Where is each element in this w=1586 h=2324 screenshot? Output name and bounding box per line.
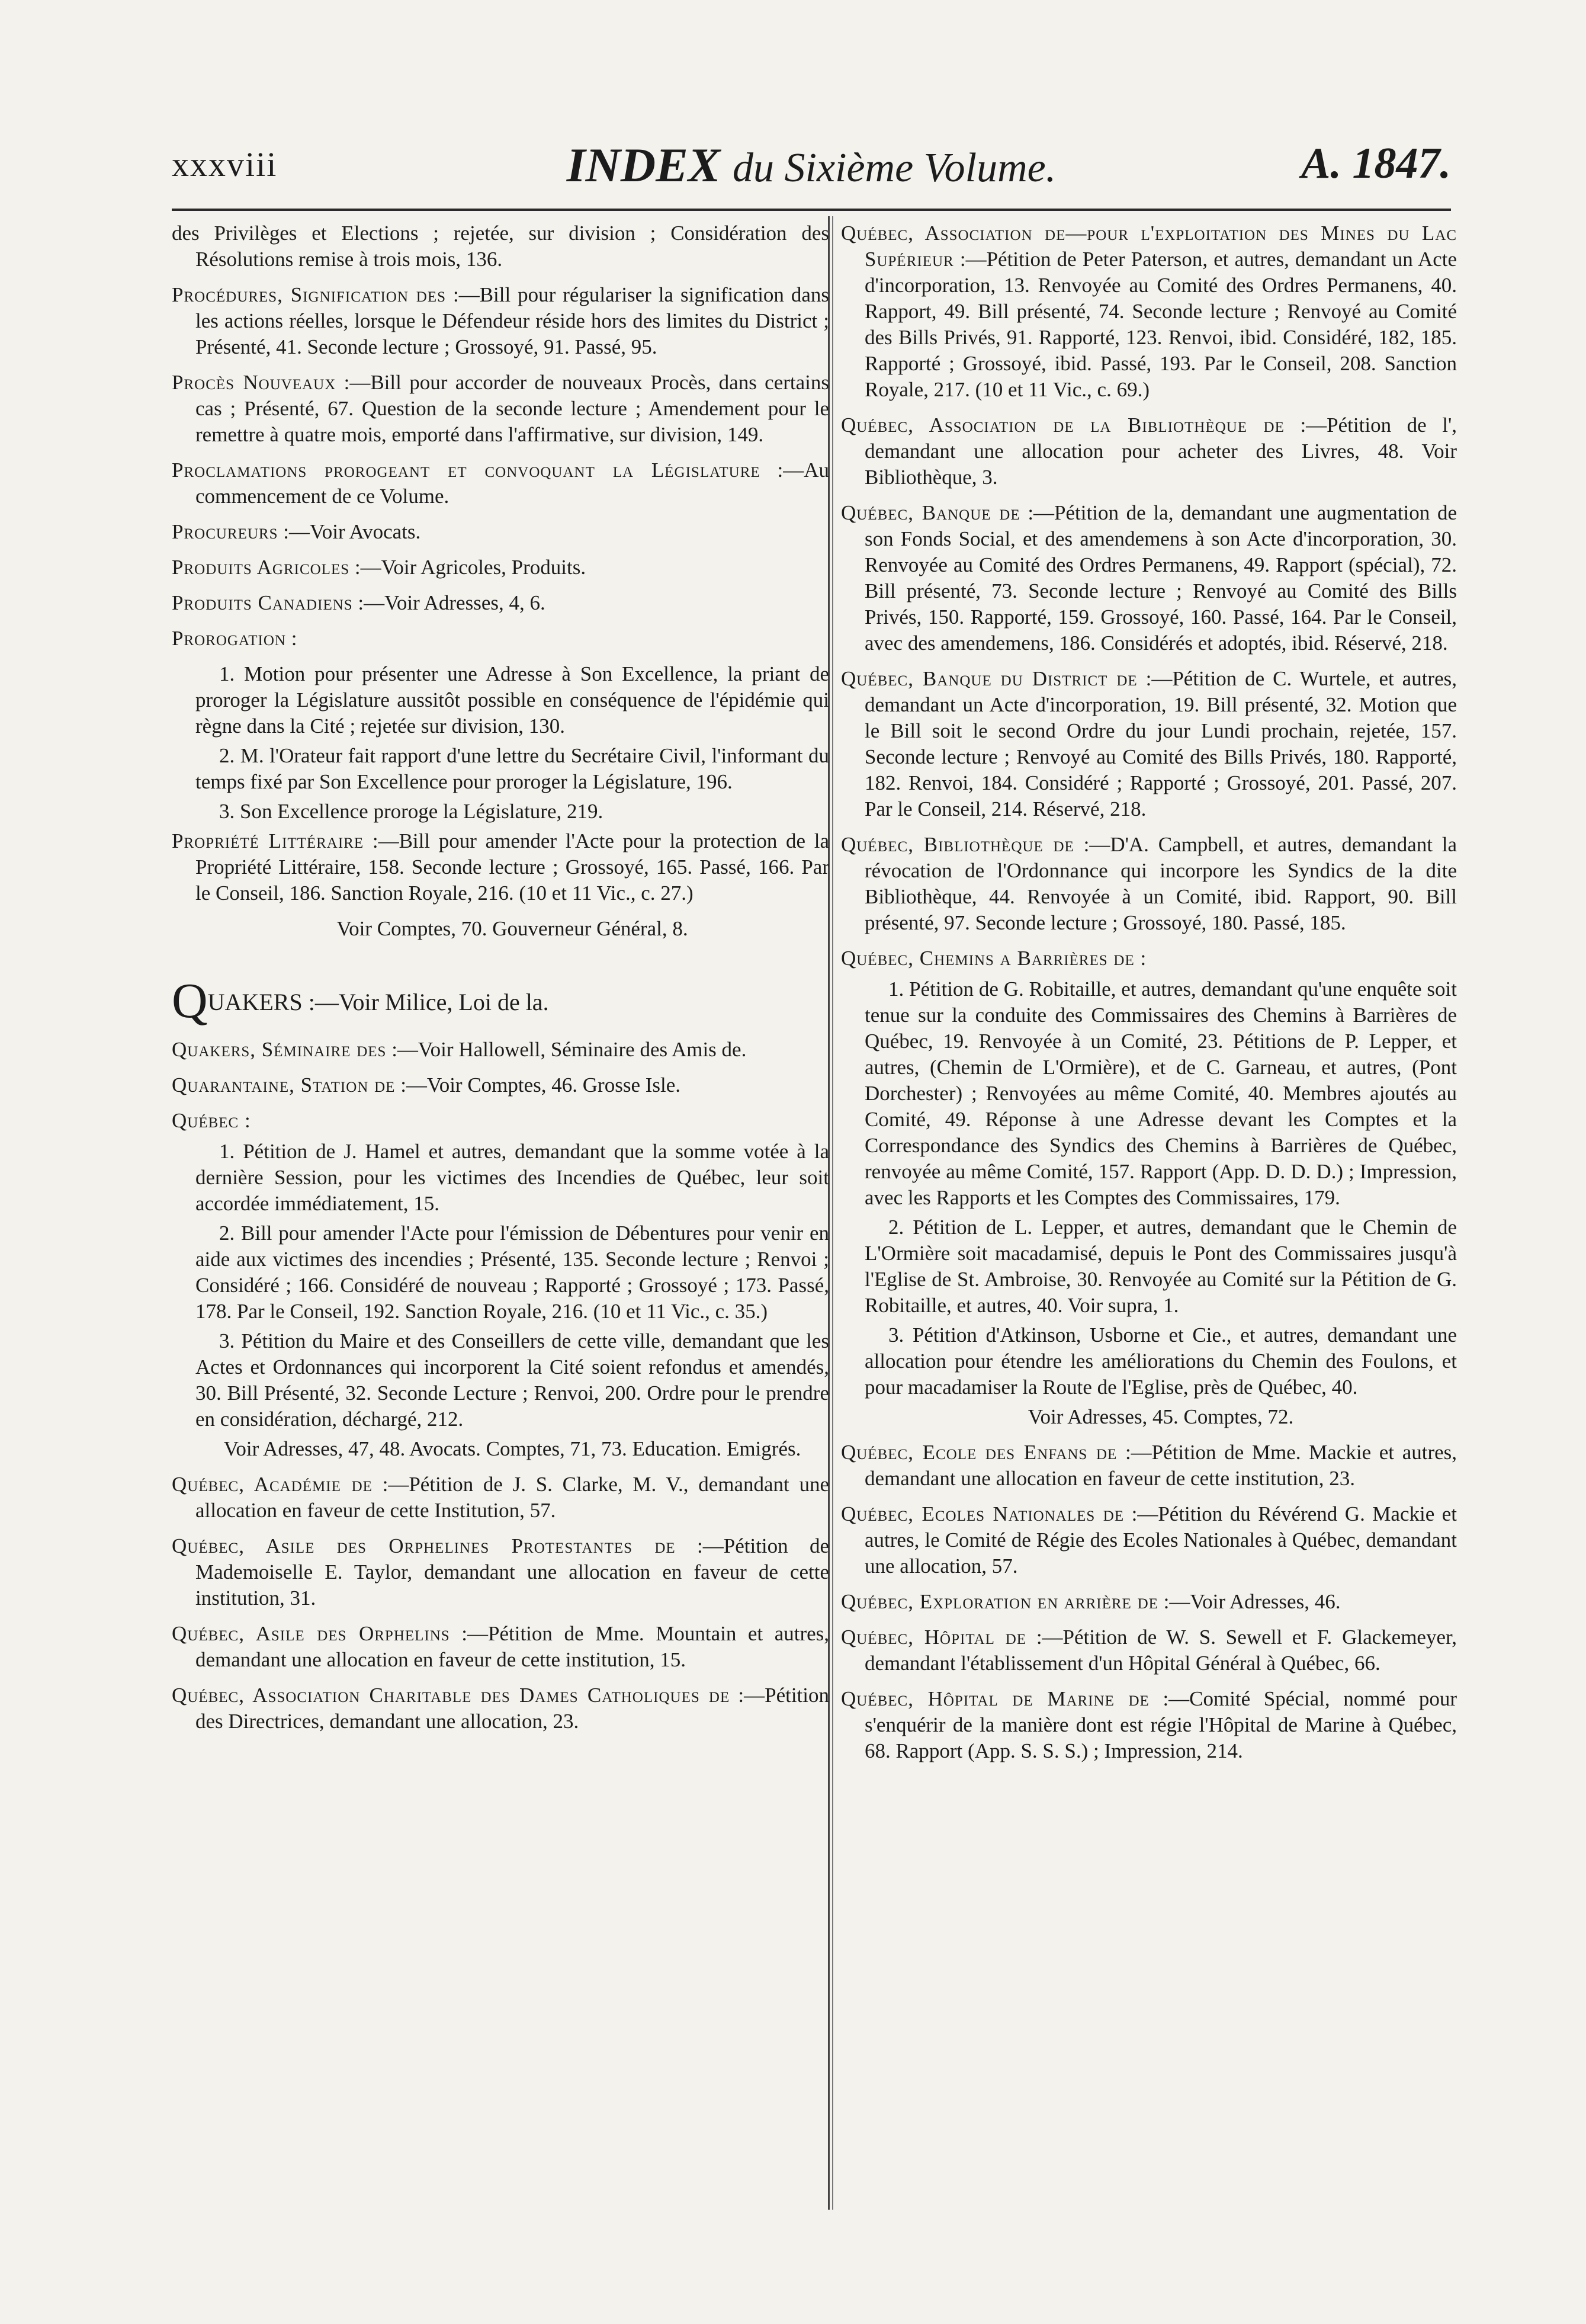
index-entry [841, 1589, 1457, 1615]
entry-text: :—Pétition de Mme. Mackie et autres, demandant une allocation en faveur de cette institution, 23. [865, 1441, 1457, 1490]
sub-item: 2. Pétition de L. Lepper, et autres, demandant que le Chemin de L'Ormière soit macadamisé, depuis le Pont des Commissaires jusqu'à l'Eglise de St. Ambroise, 30. Renvoyée au Comité sur la Pétition de G. Robitaille, et autres, 40. Voir supra, 1. [865, 1216, 1457, 1317]
entry-lead: Proclamations prorogeant et convoquant la Législature [172, 459, 760, 482]
right-column [841, 220, 1457, 1774]
entry-text: :—Pétition de Mademoiselle E. Taylor, demandant une allocation en faveur de cette institution, 31. [195, 1534, 830, 1610]
see-also: Voir Comptes, 70. Gouverneur Général, 8. [336, 917, 688, 940]
heading-word: UAKERS [207, 989, 303, 1015]
entry-text: :—Voir Adresses, 4, 6. [358, 591, 545, 614]
entry-text: :—Pétition de Mme. Mountain et autres, demandant une allocation en faveur de cette institution, 15. [195, 1622, 830, 1671]
index-entry [172, 554, 829, 581]
index-entry [172, 1621, 829, 1673]
header-rule [172, 209, 1451, 211]
sub-item: 1. Pétition de G. Robitaille, et autres, demandant qu'une enquête soit tenue sur la conduite des Commissaires des Chemins à Barrières de Québec, 19. Renvoyée à un Comité, 23. Pétitions de P. Lepper, et autres, (Chemin de L'Ormière), et de C. Garneau, et autres, (Pont Dorchester) ; Renvoyées au même Comité, 40. Membres ajoutés au Comité, 49. Réponse à une Adresse devant les Comptes et la Correspondance des Syndics des Chemins à Barrières de Québec, renvoyée au même Comité, 157. Rapport (App. D. D. D.) ; Impression, avec les Rapports et les Comptes des Commissaires, 179. [865, 977, 1457, 1209]
entry-text: :—Voir Comptes, 46. Grosse Isle. [400, 1073, 681, 1097]
index-entry [172, 457, 829, 509]
entry-lead: Québec, Association Charitable des Dames Catholiques de [172, 1684, 730, 1707]
index-entry [172, 370, 829, 448]
entry-lead: Québec : [172, 1109, 251, 1132]
heading-text: :—Voir Milice, Loi de la. [308, 989, 549, 1015]
sub-item: 3. Son Excellence proroge la Législature, 219. [219, 800, 603, 823]
entry-lead: Québec, Hôpital de [841, 1626, 1027, 1649]
sub-item: 2. Bill pour amender l'Acte pour l'émission de Débentures pour venir en aide aux victimes des incendies ; Présenté, 135. Seconde lecture ; Renvoi ; Considéré ; 166. Considéré de nouveau ; Rapporté ; Grossoyé ; 173. Passé, 178. Par le Conseil, 192. Sanction Royale, 216. (10 et 11 Vic., c. 35.) [195, 1222, 829, 1323]
index-entry [841, 412, 1457, 491]
index-entry [172, 1682, 829, 1735]
index-entry [172, 1533, 829, 1611]
entry-lead: Procès Nouveaux [172, 371, 336, 394]
entry-lead: Québec, Banque du District de [841, 667, 1138, 690]
sub-item: 2. M. l'Orateur fait rapport d'une lettre du Secrétaire Civil, l'informant du temps fixé par Son Excellence pour proroger la Législature, 196. [195, 744, 829, 793]
index-entry [841, 500, 1457, 656]
entry-lead: Québec, Ecole des Enfans de [841, 1441, 1118, 1464]
letter-heading [172, 973, 829, 1028]
entry-text: :—D'A. Campbell, et autres, demandant la révocation de l'Ordonnance qui incorpore les Syndics de la dite Bibliothèque, 44. Renvoyée à un Comité, ibid. Rapport, 90. Bill présenté, 97. Seconde lecture ; Grossoyé, 180. Passé, 185. [865, 833, 1457, 934]
entry-text: :—Bill pour amender l'Acte pour la protection de la Propriété Littéraire, 158. Seconde lecture ; Grossoyé, 165. Passé, 166. Par le Conseil, 186. Sanction Royale, 216. (10 et 11 Vic., c. 27.) [195, 829, 830, 905]
index-entry [841, 1440, 1457, 1492]
index-entry [841, 220, 1457, 403]
column-divider-inner [832, 216, 833, 2210]
entry-text: :—Voir Adresses, 46. [1163, 1590, 1341, 1613]
index-entry [841, 1501, 1457, 1579]
entry-text: :—Voir Agricoles, Produits. [354, 556, 586, 579]
entry-text: :—Pétition de l', demandant une allocation pour acheter des Livres, 48. Voir Bibliothèque, 3. [865, 413, 1457, 489]
entry-lead: Québec, Exploration en arrière de [841, 1590, 1158, 1613]
entry-lead: Procureurs [172, 520, 278, 543]
sub-item: 3. Pétition du Maire et des Conseillers de cette ville, demandant que les Actes et Ordonnances qui incorporent la Cité soient refondus et amendés, 30. Bill Présenté, 32. Seconde Lecture ; Renvoi, 200. Ordre pour le prendre en considération, déchargé, 212. [195, 1329, 829, 1431]
sub-item: 1. Motion pour présenter une Adresse à Son Excellence, la priant de proroger la Législature aussitôt possible en conséquence de l'épidémie qui règne dans la Cité ; rejetée sur division, 130. [195, 662, 829, 738]
entry-text: :—Pétition de J. S. Clarke, M. V., demandant une allocation en faveur de cette Institution, 57. [195, 1473, 830, 1522]
entry-lead: Produits Canadiens [172, 591, 353, 614]
entry-lead: Québec, Chemins a Barrières de : [841, 947, 1147, 970]
index-entry [841, 666, 1457, 822]
entry-text: :—Pétition de Peter Paterson, et autres, demandant un Acte d'incorporation, 13. Renvoyée au Comité des Ordres Permanens, 40. Rapport, 49. Bill présenté, 74. Seconde lecture ; Renvoyé au Comité des Bills Privés, 91. Rapporté, 123. Renvoi, ibid. Considéré, 182, 185. Rapporté ; Grossoyé, ibid. Passé, 193. Par le Conseil, 208. Sanction Royale, 217. (10 et 11 Vic., c. 69.) [865, 248, 1457, 401]
entry-text: :—Au commencement de ce Volume. [195, 459, 830, 508]
entry-lead: Propriété Littéraire [172, 829, 364, 852]
entry-text: :—Bill pour régulariser la signification dans les actions réelles, lorsque le Défendeur réside hors des limites du District ; Présenté, 41. Seconde lecture ; Grossoyé, 91. Passé, 95. [195, 283, 829, 358]
entry-lead: Produits Agricoles [172, 556, 350, 579]
entry-lead: Québec, Bibliothèque de [841, 833, 1074, 856]
entry-lead: Québec, Ecoles Nationales de [841, 1502, 1125, 1525]
index-entry [172, 1072, 829, 1098]
drop-letter: Q [172, 973, 208, 1028]
entry-text: :—Pétition de W. S. Sewell et F. Glackemeyer, demandant l'établissement d'un Hôpital Général à Québec, 66. [865, 1626, 1457, 1675]
entry-text: :—Pétition des Directrices, demandant une allocation, 23. [195, 1684, 829, 1733]
see-also: Voir Adresses, 47, 48. Avocats. Comptes, 71, 73. Education. Emigrés. [223, 1437, 801, 1460]
left-column [172, 220, 829, 1744]
entry-text: :—Voir Avocats. [283, 520, 421, 543]
index-entry [841, 832, 1457, 936]
year-label: A. 1847. [1301, 139, 1451, 188]
index-entry [172, 828, 829, 906]
entry-lead: Quarantaine, Station de [172, 1073, 396, 1097]
page-header [172, 137, 1451, 203]
entry-lead: Procédures, Signification des [172, 283, 447, 306]
entry-lead: Québec, Asile des Orphelins [172, 1622, 450, 1645]
entry-lead: Prorogation [172, 627, 286, 650]
title-main: INDEX [566, 138, 721, 192]
index-entry [172, 1472, 829, 1524]
entry-text: :—Pétition du Révérend G. Mackie et autres, le Comité de Régie des Ecoles Nationales à Québec, demandant une allocation, 57. [865, 1502, 1457, 1578]
page-title [172, 137, 1451, 193]
index-entry [172, 1108, 829, 1134]
index-entry [172, 282, 829, 360]
sub-item: 1. Pétition de J. Hamel et autres, demandant que la somme votée à la dernière Session, pour les victimes des Incendies de Québec, leur soit accordée immédiatement, 15. [195, 1140, 829, 1215]
index-entry [172, 1037, 829, 1063]
entry-text: :—Pétition de C. Wurtele, et autres, demandant un Acte d'incorporation, 19. Bill présenté, 32. Motion que le Bill soit le second Ordre du jour Lundi prochain, rejetée, 157. Seconde lecture ; Renvoyé au Comité des Bills Privés, 180. Rapporté, 182. Renvoi, 184. Considéré ; Rapporté ; Grossoyé, 201. Passé, 207. Par le Conseil, 214. Réservé, 218. [865, 667, 1457, 820]
page-number: xxxviii [172, 145, 278, 184]
entry-text: :—Comité Spécial, nommé pour s'enquérir de la manière dont est régie l'Hôpital de Marine à Québec, 68. Rapport (App. S. S. S.) ; Impression, 214. [865, 1687, 1457, 1762]
entry-lead: Québec, Hôpital de Marine de [841, 1687, 1150, 1710]
entry-text: :—Bill pour accorder de nouveaux Procès, dans certains cas ; Présenté, 67. Question de la seconde lecture ; Amendement pour le remettre à quatre mois, emporté dans l'affirmative, sur division, 149. [195, 371, 829, 446]
index-entry [172, 590, 829, 616]
index-entry [841, 945, 1457, 972]
entry-lead: Quakers, Séminaire des [172, 1038, 387, 1061]
see-also: Voir Adresses, 45. Comptes, 72. [1028, 1405, 1294, 1428]
entry-text: :—Pétition de la, demandant une augmentation de son Fonds Social, et des amendemens à son Acte d'incorporation, 30. Renvoyée au Comité des Ordres Permanens, 49. Rapport (spécial), 72. Bill présenté, 73. Seconde lecture ; Renvoyé au Comité des Bills Privés, 150. Rapporté, 159. Grossoyé, 160. Passé, 164. Par le Conseil, avec des amendemens, 186. Considérés et adoptés, ibid. Réservé, 218. [865, 501, 1457, 655]
entry-lead: Québec, Asile des Orphelines Protestantes de [172, 1534, 676, 1557]
index-entry: Prorogation : [172, 627, 297, 650]
entry-text: :—Voir Hallowell, Séminaire des Amis de. [391, 1038, 747, 1061]
entry-lead: Québec, Association de la Bibliothèque de [841, 413, 1285, 437]
sub-item: 3. Pétition d'Atkinson, Usborne et Cie., et autres, demandant une allocation pour étendre les améliorations du Chemin des Foulons, et pour macadamiser la Route de l'Eglise, près de Québec, 40. [865, 1323, 1457, 1399]
title-rest: du Sixième Volume. [733, 145, 1057, 191]
index-entry [172, 519, 829, 545]
index-entry [841, 1686, 1457, 1764]
index-entry [841, 1624, 1457, 1677]
entry-text: des Privilèges et Elections ; rejetée, sur division ; Considération des Résolutions remise à trois mois, 136. [172, 222, 829, 271]
entry-lead: Québec, Banque de [841, 501, 1020, 524]
entry-lead: Québec, Académie de [172, 1473, 373, 1496]
index-entry [172, 220, 829, 273]
entry-lead: Québec, Association de—pour l'exploitation des Mines du Lac Supérieur [841, 222, 1457, 271]
